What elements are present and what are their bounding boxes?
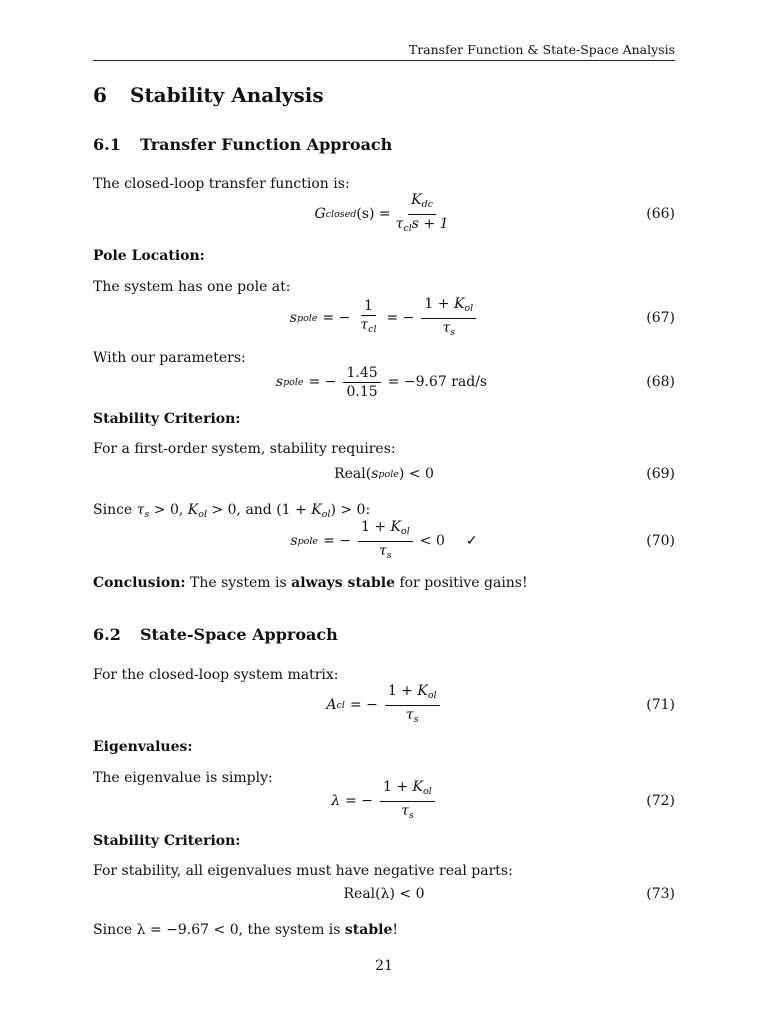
subsection-heading-1 [93, 135, 392, 154]
section-title: Stability Analysis [130, 83, 324, 107]
equation-body: Real( s pole ) < 0 [334, 466, 434, 482]
paragraph: Since $\tau_s > 0$, $K_{ol} > 0$, and $(1 + K_{ol}) > 0$: [93, 502, 371, 520]
equation-body: s pole = − $\frac{1}{\tau_{cl}}$ = − $\frac{1 + K_{ol}}{\tau_s}$ [93, 298, 675, 338]
check-icon: ✓ [465, 533, 478, 549]
equation-number: (72) [646, 793, 675, 809]
equation-body: s pole = − $\frac{1 + K_{ol}}{\tau_s}$ < 0 ✓ [93, 521, 675, 561]
equation-66 [93, 191, 675, 234]
subsection-title: Transfer Function Approach [140, 135, 393, 154]
fraction: $\frac{1 + K_{ol}}{\tau_s}$ [421, 296, 476, 341]
paragraph: The closed-loop transfer function is: [93, 176, 350, 192]
fraction: $\frac{1 + K_{ol}}{\tau_s}$ [358, 519, 413, 564]
equation-body: λ = − $\frac{1 + K_{ol}}{\tau_s}$ [93, 781, 675, 821]
equation-70 [93, 518, 675, 561]
paragraph-heading: Stability Criterion: [93, 833, 241, 849]
equation-body: Real(λ) < 0 [343, 886, 425, 902]
equation-68 [93, 362, 675, 402]
equation-number: (71) [646, 697, 675, 713]
paragraph-heading: Pole Location: [93, 248, 205, 264]
equation-73 [93, 874, 675, 914]
running-header: Transfer Function & State-Space Analysis [93, 42, 675, 61]
fraction: $\frac{1 + K_{ol}}{\tau_s}$ [380, 779, 435, 824]
paragraph: With our parameters: [93, 350, 246, 366]
paragraph-heading: Eigenvalues: [93, 739, 193, 755]
fraction: $\frac{1.45}{0.15}$ [343, 365, 380, 400]
equation-body: G closed (s) = $\frac{K_{dc}}{\tau_{cl}s + 1}$ [93, 194, 675, 234]
paragraph: For a first-order system, stability requires: [93, 441, 396, 457]
equation-number: (66) [646, 206, 675, 222]
section-heading [93, 83, 324, 107]
paragraph: The system has one pole at: [93, 279, 291, 295]
paragraph-conclusion: Conclusion: The system is always stable for positive gains! [93, 575, 528, 591]
fraction: $\frac{1 + K_{ol}}{\tau_s}$ [385, 683, 440, 728]
paragraph-final: Since λ = −9.67 < 0, the system is stable! [93, 922, 398, 938]
equation-number: (70) [646, 533, 675, 549]
subsection-heading-2 [93, 625, 338, 644]
page-number: 21 [375, 958, 393, 974]
equation-body: A cl = − $\frac{1 + K_{ol}}{\tau_s}$ [93, 685, 675, 725]
paragraph: For the closed-loop system matrix: [93, 667, 339, 683]
subsection-title: State-Space Approach [140, 625, 338, 644]
equation-69 [93, 454, 675, 494]
paragraph-heading: Stability Criterion: [93, 411, 241, 427]
subsection-number: 6.1 [93, 135, 121, 154]
fraction: $\frac{K_{dc}}{\tau_{cl}s + 1}$ [395, 191, 449, 234]
section-number: 6 [93, 83, 107, 107]
equation-body: s pole = − $\frac{1.45}{0.15}$ = −9.67 rad/s [275, 364, 488, 400]
equation-number: (73) [646, 886, 675, 902]
equation-number: (67) [646, 310, 675, 326]
fraction: $\frac{1}{\tau_{cl}}$ [360, 298, 377, 335]
equation-71 [93, 682, 675, 725]
paragraph: For stability, all eigenvalues must have negative real parts: [93, 863, 513, 879]
paragraph: The eigenvalue is simply: [93, 770, 273, 786]
equation-number: (69) [646, 466, 675, 482]
equation-number: (68) [646, 374, 675, 390]
equation-67 [93, 295, 675, 338]
subsection-number: 6.2 [93, 625, 121, 644]
